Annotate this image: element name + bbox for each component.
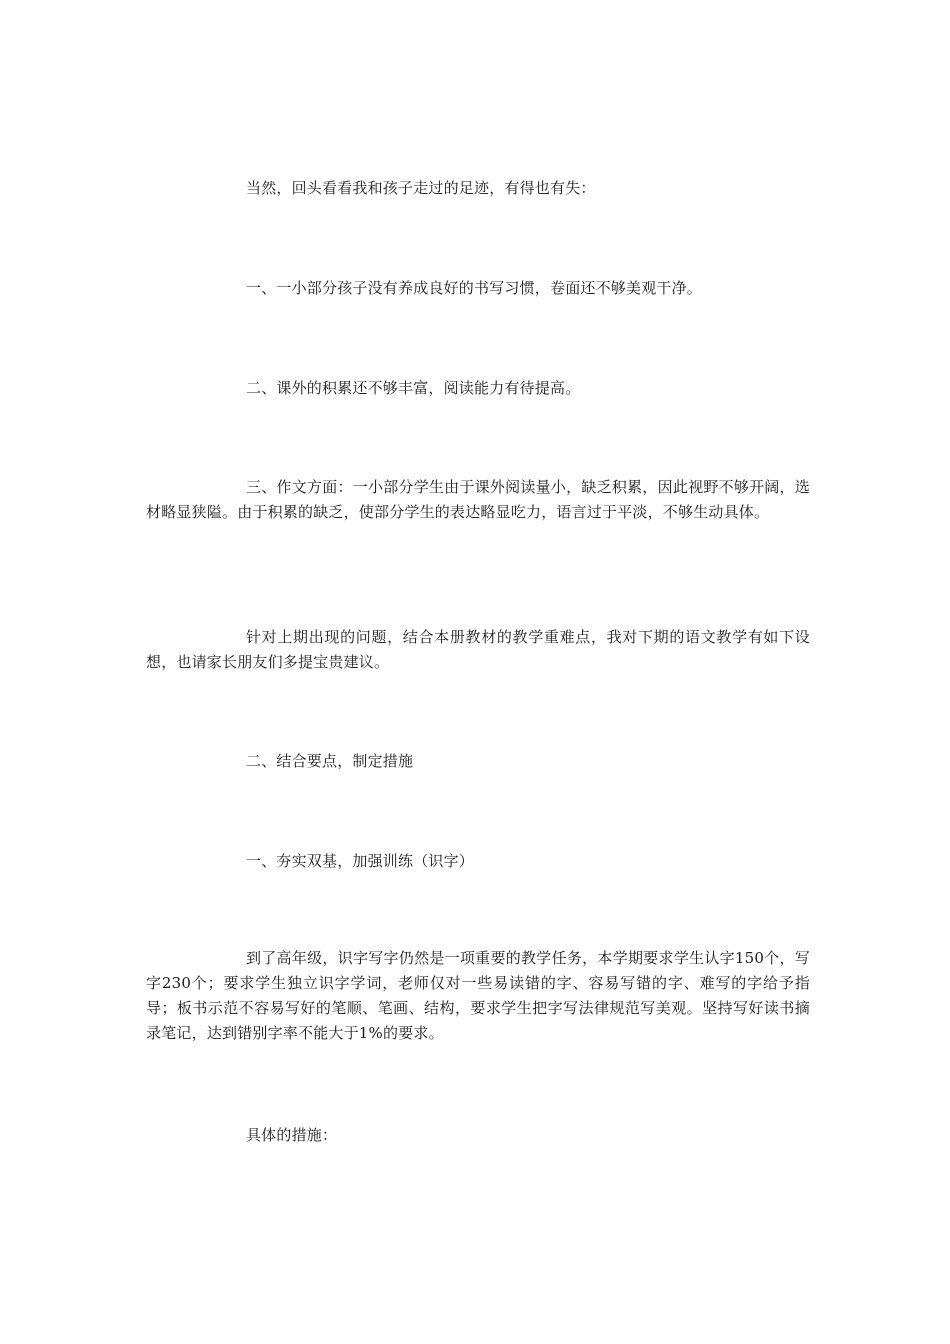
paragraph-literacy-requirements: 到了高年级，识字写字仍然是一项重要的教学任务，本学期要求学生认字150个，写字230个；要求学生独立识字学词，老师仅对一些易读错的字、容易写错的字、难写的字给予指导；板书示范不容易写好的笔顺、笔画、结构，要求学生把字写法律规范写美观。坚持写好读书摘录笔记，达到错别字率不能大于1%的要求。 bbox=[146, 949, 810, 1042]
paragraph-reflection-intro: 当然，回头看看我和孩子走过的足迹，有得也有失： bbox=[246, 179, 596, 197]
paragraph-issue-writing-habits: 一、一小部分孩子没有养成良好的书写习惯，卷面还不够美观干净。 bbox=[246, 279, 703, 297]
heading-measures: 二、结合要点，制定措施 bbox=[246, 752, 414, 770]
paragraph-plan-intro: 针对上期出现的问题，结合本册教材的教学重难点，我对下期的语文教学有如下设想，也请家长朋友们多提宝贵建议。 bbox=[146, 628, 810, 671]
paragraph-issue-composition: 三、作文方面：一小部分学生由于课外阅读量小，缺乏积累，因此视野不够开阔，选材略显狭隘。由于积累的缺乏，使部分学生的表达略显吃力，语言过于平淡，不够生动具体。 bbox=[146, 478, 810, 521]
paragraph-specific-measures: 具体的措施： bbox=[246, 1126, 338, 1144]
paragraph-issue-reading: 二、课外的积累还不够丰富，阅读能力有待提高。 bbox=[246, 379, 581, 397]
heading-literacy-training: 一、夯实双基，加强训练（识字） bbox=[246, 852, 475, 870]
